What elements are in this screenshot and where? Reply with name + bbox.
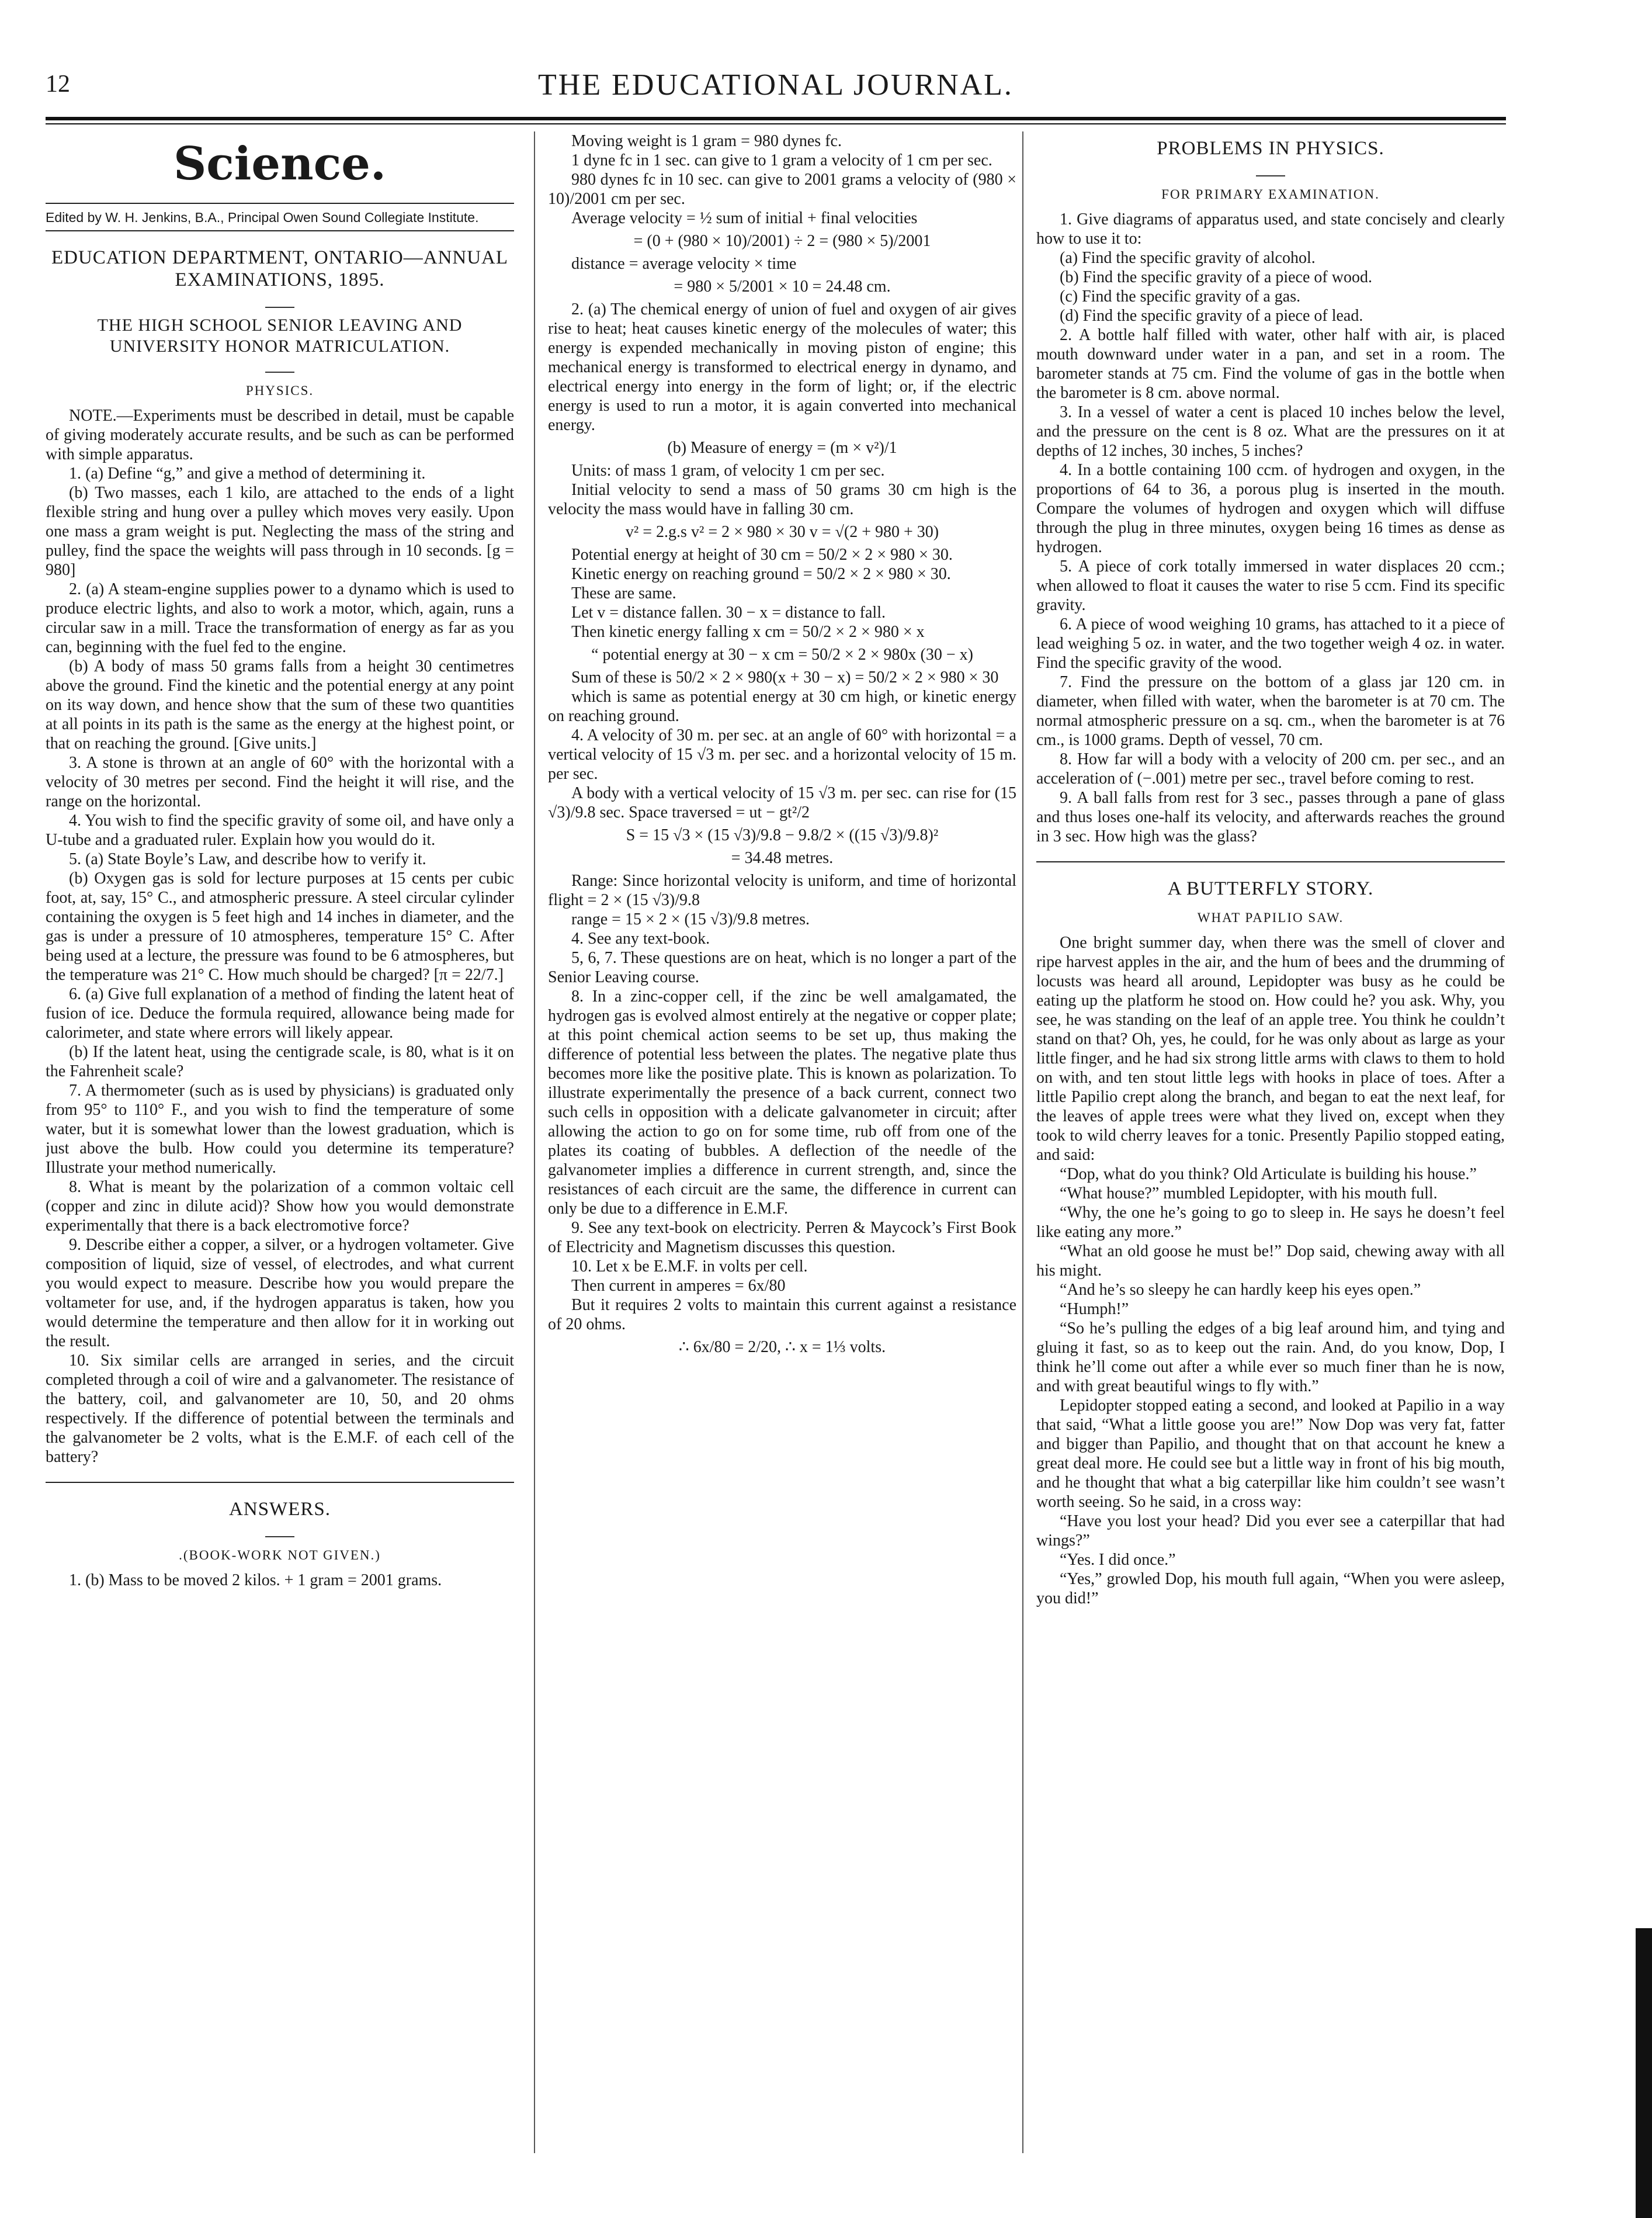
answer-line: Sum of these is 50/2 × 2 × 980(x + 30 − x) = 50/2 × 2 × 980 × 30 (571, 668, 999, 687)
story-paragraph: “So he’s pulling the edges of a big leaf around him, and tying and gluing it fast, so as to keep out the rain. And, do you know, Dop, I think he’ll come out after a while ever so much finer than he is now, and with great beautiful wings to fly with.” (1036, 1319, 1505, 1395)
header-rule-heavy (46, 117, 1506, 120)
story-paragraph: “Why, the one he’s going to go to sleep in. He says he doesn’t feel like eating any more.” (1036, 1204, 1505, 1241)
answer-line: Moving weight is 1 gram = 980 dynes fc. (571, 132, 842, 150)
question-paragraph: 8. What is meant by the polarization of a common voltaic cell (copper and zinc in dilute acid)? Show how you would demonstrate experimentally that there is a back electromotive force? (46, 1178, 514, 1235)
story-paragraph: “Yes,” growled Dop, his mouth full again, “When you were asleep, you did!” (1036, 1570, 1505, 1607)
problem-paragraph: (b) Find the specific gravity of a piece of wood. (1060, 268, 1372, 286)
subject-heading: PHYSICS. (245, 383, 314, 398)
story-paragraph: “Yes. I did once.” (1060, 1551, 1176, 1569)
binding-edge (1636, 1928, 1652, 2218)
question-paragraph: 9. Describe either a copper, a silver, or a hydrogen voltameter. Give composition of liquid, size of vessel, of electrodes, and what current you would expect to measure. Describe how you would prepare the voltameter for use, and, if the hydrogen apparatus is taken, how you would determine the temperature and then allow for it in working out the result. (46, 1236, 514, 1350)
question-paragraph: 1. (a) Define “g,” and give a method of determining it. (69, 465, 426, 483)
page-header (46, 64, 1506, 117)
answer-line: distance = average velocity × time (571, 255, 797, 273)
question-paragraph: 10. Six similar cells are arranged in series, and the circuit completed through a coil of wire and a galvanometer. The resistance of the battery, coil, and galvanometer are 10, 50, and 20 ohms respectively. If the difference of potential between the terminals and the galvanometer be 2 volts, what is the E.M.F. of each cell of the battery? (46, 1351, 514, 1466)
answer-line: v² = 2.g.s v² = 2 × 980 × 30 v = √(2 + 980 + 30) (625, 523, 939, 541)
school-heading: THE HIGH SCHOOL SENIOR LEAVING AND UNIVERSITY HONOR MATRICULATION. (97, 316, 463, 356)
problem-paragraph: 1. Give diagrams of apparatus used, and state concisely and clearly how to use it to: (1036, 210, 1505, 248)
answer-line: = 34.48 metres. (731, 849, 834, 867)
column-right (1036, 131, 1505, 2147)
divider (46, 1529, 514, 1537)
question-paragraph: 6. (a) Give full explanation of a method of finding the latent heat of fusion of ice. Deduce the formula required, allowance being made for calorimeter, and state where errors will likely appear. (46, 985, 514, 1042)
answer-line: Potential energy at height of 30 cm = 50/2 × 2 × 980 × 30. (571, 546, 953, 564)
question-paragraph: 5. (a) State Boyle’s Law, and describe how to verify it. (69, 850, 426, 868)
answer-line: 980 dynes fc in 10 sec. can give to 2001 grams a velocity of (980 × 10)/2001 cm per sec. (548, 171, 1016, 208)
answer-line: S = 15 √3 × (15 √3)/9.8 − 9.8/2 × ((15 √3)/9.8)² (626, 826, 939, 844)
answers-heading: ANSWERS. (229, 1499, 331, 1520)
answer-line: But it requires 2 volts to maintain this current against a resistance of 20 ohms. (548, 1296, 1016, 1333)
journal-title: THE EDUCATIONAL JOURNAL. (538, 68, 1014, 102)
question-paragraph: 3. A stone is thrown at an angle of 60° with the horizontal with a velocity of 30 metres per second. Find the height it will rise, and the range on the horizontal. (46, 754, 514, 810)
answer-line: range = 15 × 2 × (15 √3)/9.8 metres. (571, 910, 810, 928)
exam-questions (46, 406, 514, 1467)
answer-line: which is same as potential energy at 30 cm high, or kinetic energy on reaching ground. (548, 688, 1016, 725)
question-paragraph: (b) Two masses, each 1 kilo, are attached to the ends of a light flexible string and hung over a pulley which moves very easily. Upon one mass a gram weight is put. Neglecting the mass of the string and pulley, find the space the weights will pass through in 10 seconds. [g = 980] (46, 484, 514, 579)
problem-paragraph: 6. A piece of wood weighing 10 grams, has attached to it a piece of lead weighing 5 oz. in water, and the two together weigh 4 oz. in water. Find the specific gravity of the wood. (1036, 615, 1505, 672)
story-paragraph: “And he’s so sleepy he can hardly keep his eyes open.” (1060, 1281, 1421, 1299)
story-paragraph: Lepidopter stopped eating a second, and looked at Papilio in a way that said, “What a little goose you are!” Now Dop was very fat, fatter and bigger than Papilio, and thought that on that account he knew a great deal more. He could see but a little way in front of his big mouth, and he thought that what a big caterpillar like him couldn’t see wasn’t worth seeing. So he said, in a cross way: (1036, 1396, 1505, 1511)
story-paragraph: “Dop, what do you think? Old Articulate is building his house.” (1060, 1165, 1477, 1183)
column-left (46, 131, 514, 2147)
divider (1036, 168, 1505, 176)
answer-line: = (0 + (980 × 10)/2001) ÷ 2 = (980 × 5)/2001 (633, 232, 931, 250)
answer-line: Let v = distance fallen. 30 − x = distance to fall. (571, 604, 886, 622)
answer-line: Units: of mass 1 gram, of velocity 1 cm per sec. (571, 462, 885, 480)
column-middle (548, 131, 1016, 2147)
answer-line: 2. (a) The chemical energy of union of fuel and oxygen of air gives rise to heat; heat causes kinetic energy of the molecules of water; this energy is expended mechanically in moving piston of engine; this mechanical energy is transformed to electrical energy in dynamo, and electrical energy into energy in the form of light; or, if the electric energy is used to run a motor, it is again converted into mechanical energy. (548, 300, 1016, 434)
answer-line: ∴ 6x/80 = 2/20, ∴ x = 1⅓ volts. (678, 1338, 886, 1356)
answers-continued (548, 131, 1016, 1357)
answer-line: (b) Measure of energy = (m × v²)/1 (667, 439, 897, 457)
problem-paragraph: (c) Find the specific gravity of a gas. (1060, 287, 1301, 306)
answer-line: Initial velocity to send a mass of 50 grams 30 cm high is the velocity the mass would have in falling 30 cm. (548, 481, 1016, 518)
story-text (1036, 933, 1505, 1608)
story-paragraph: “What house?” mumbled Lepidopter, with his mouth full. (1060, 1184, 1438, 1202)
question-paragraph: 2. (a) A steam-engine supplies power to a dynamo which is used to produce electric lights, and also to work a motor, which, again, runs a circular saw in a mill. Trace the transformation of energy as far as you can, beginning with the fuel fed to the engine. (46, 580, 514, 656)
question-paragraph: 4. You wish to find the specific gravity of some oil, and have only a U-tube and a graduated ruler. Explain how you would do it. (46, 812, 514, 849)
answer-line: 4. See any text-book. (571, 930, 710, 948)
question-paragraph: 7. A thermometer (such as is used by physicians) is graduated only from 95° to 110° F., and you wish to find the temperature of some water, but it is somewhat lower than the lowest graduation, which is just above the bulb. How could you determine its temperature? Illustrate your method numerically. (46, 1082, 514, 1177)
answer-line: 4. A velocity of 30 m. per sec. at an angle of 60° with horizontal = a vertical velocity of 15 √3 m. per sec. and a horizontal velocity of 15 m. per sec. (548, 726, 1016, 783)
problem-paragraph: 9. A ball falls from rest for 3 sec., passes through a pane of glass and thus loses one-half its velocity, and afterwards reaches the ground in 3 sec. How high was the glass? (1036, 789, 1505, 845)
problem-paragraph: (d) Find the specific gravity of a piece of lead. (1060, 307, 1363, 325)
answer-line: 10. Let x be E.M.F. in volts per cell. (571, 1257, 808, 1276)
problem-paragraph: (a) Find the specific gravity of alcohol. (1060, 249, 1316, 267)
answer-line: 9. See any text-book on electricity. Perren & Maycock’s First Book of Electricity and Magnetism discusses this question. (548, 1219, 1016, 1256)
answer-paragraph: 1. (b) Mass to be moved 2 kilos. + 1 gram = 2001 grams. (69, 1571, 442, 1589)
divider (1036, 861, 1505, 862)
problems-list (1036, 210, 1505, 846)
answer-line: These are same. (571, 584, 676, 602)
problem-paragraph: 3. In a vessel of water a cent is placed 10 inches below the level, and the pressure on the cent is 8 oz. What are the pressures on it at depths of 12 inches, 30 inches, 5 inches? (1036, 403, 1505, 460)
divider (46, 364, 514, 373)
question-paragraph: (b) Oxygen gas is sold for lecture purposes at 15 cents per cubic foot, at, say, 15° C., and atmospheric pressure. A steel circular cylinder containing the oxygen is 5 feet high and 14 inches in diameter, and the gas is under a pressure of 10 atmospheres, temperature 15° C. After being used at a lecture, the pressure was found to be 6 atmospheres, but the temperature was 21° C. How much should be charged? [π = 22/7.] (46, 869, 514, 984)
problem-paragraph: 8. How far will a body with a velocity of 200 cm. per sec., and an acceleration of (−.001) metre per sec., travel before coming to rest. (1036, 750, 1505, 788)
section-title: Science. (173, 137, 387, 190)
answer-line: = 980 × 5/2001 × 10 = 24.48 cm. (674, 278, 891, 296)
problem-paragraph: 4. In a bottle containing 100 ccm. of hydrogen and oxygen, in the proportions of 64 to 36, a porous plug is inserted in the mouth. Compare the volumes of hydrogen and oxygen which will diffuse through the plug in three minutes, oxygen being 16 times as dense as hydrogen. (1036, 461, 1505, 556)
answer-line: 5, 6, 7. These questions are on heat, which is no longer a part of the Senior Leaving course. (548, 949, 1016, 986)
answer-line: Then kinetic energy falling x cm = 50/2 × 2 × 980 × x (571, 623, 925, 641)
problem-paragraph: 7. Find the pressure on the bottom of a glass jar 120 cm. in diameter, when filled with water, when the barometer is at 70 cm. The normal atmospheric pressure on a sq. cm., when the barometer is at 76 cm., is 1000 grams. Depth of vessel, 70 cm. (1036, 673, 1505, 749)
question-paragraph: NOTE.—Experiments must be described in detail, must be capable of giving moderately accurate results, and be such as can be performed with simple apparatus. (46, 407, 514, 463)
answer-line: “ potential energy at 30 − x cm = 50/2 × 2 × 980x (30 − x) (591, 646, 973, 664)
answer-line: Range: Since horizontal velocity is uniform, and time of horizontal flight = 2 × (15 √3)/9.8 (548, 872, 1016, 909)
story-paragraph: “What an old goose he must be!” Dop said, chewing away with all his might. (1036, 1242, 1505, 1280)
column-divider (1022, 131, 1023, 2153)
answer-line: 8. In a zinc-copper cell, if the zinc be well amalgamated, the hydrogen gas is evolved almost entirely at the negative or copper plate; at this point chemical action seems to be set up, thus making the difference of potential less between the plates. The negative plate thus becomes more like the positive plate. This is known as polarization. To illustrate experimentally the presence of a back current, connect two such cells in opposition with a delicate galvanometer in circuit; after allowing the action to go on for some time, rub off from one of the plates its coating of bubbles. A deflection of the needle of the galvanometer implies a difference in current strength, and, since the resistances of each circuit are the same, the difference in current can only be due to a difference in E.M.F. (548, 987, 1016, 1218)
editor-credit: Edited by W. H. Jenkins, B.A., Principal Owen Sound Collegiate Institute. (46, 203, 514, 231)
problems-heading: PROBLEMS IN PHYSICS. (1157, 138, 1384, 159)
answers-subheading: .(BOOK-WORK NOT GIVEN.) (179, 1548, 381, 1562)
answer-line: A body with a vertical velocity of 15 √3 m. per sec. can rise for (15 √3)/9.8 sec. Space traversed = ut − gt²/2 (548, 784, 1016, 822)
question-paragraph: (b) A body of mass 50 grams falls from a height 30 centimetres above the ground. Find the kinetic and the potential energy at any point on its way down, and hence show that the sum of these two quantities at all points in its path is the same as the energy at the highest point, or that on reaching the ground. [Give units.] (46, 657, 514, 753)
answer-line: Kinetic energy on reaching ground = 50/2 × 2 × 980 × 30. (571, 565, 951, 583)
story-paragraph: “Humph!” (1060, 1300, 1129, 1318)
problem-paragraph: 5. A piece of cork totally immersed in water displaces 20 ccm.; when allowed to float it causes the water to rise 5 ccm. Find its specific gravity. (1036, 557, 1505, 614)
column-divider (534, 131, 535, 2153)
problem-paragraph: 2. A bottle half filled with water, other half with air, is placed mouth downward under water in a pan, and set in a room. The barometer stands at 75 cm. Find the volume of gas in the bottle when the barometer is 8 cm. above normal. (1036, 326, 1505, 402)
header-rule-light (46, 123, 1506, 124)
answer-line: 1 dyne fc in 1 sec. can give to 1 gram a velocity of 1 cm per sec. (571, 151, 992, 169)
question-paragraph: (b) If the latent heat, using the centigrade scale, is 80, what is it on the Fahrenheit scale? (46, 1043, 514, 1080)
divider (46, 1482, 514, 1483)
exam-heading: EDUCATION DEPARTMENT, ONTARIO—ANNUAL EXAMINATIONS, 1895. (51, 247, 509, 290)
answer-line: Then current in amperes = 6x/80 (571, 1277, 786, 1295)
problems-subheading: FOR PRIMARY EXAMINATION. (1161, 187, 1380, 202)
page-number: 12 (46, 71, 70, 98)
story-heading: A BUTTERFLY STORY. (1167, 878, 1374, 899)
divider (46, 299, 514, 308)
story-subheading: WHAT PAPILIO SAW. (1197, 910, 1344, 925)
answer-line: Average velocity = ½ sum of initial + final velocities (571, 209, 918, 227)
story-paragraph: “Have you lost your head? Did you ever see a caterpillar that had wings?” (1036, 1512, 1505, 1550)
story-paragraph: One bright summer day, when there was the smell of clover and ripe harvest apples in the air, and the hum of bees and the drumming of locusts was heard all around, Lepidopter was busy as he could be eating up the platform he stood on. How could he? you ask. Why, you see, he was standing on the leaf of an apple tree. You think he couldn’t stand on that? Oh, yes, he could, for he was only about as large as your little finger, and he had six strong little arms with claws to them to hold on with, and ten stout little legs with hooks in place of toes. After a little Papilio crept along the branch, and began to eat the next leaf, for the leaves of apple trees were what they lived on, except when they took to wild cherry leaves for a tonic. Presently Papilio stopped eating, and said: (1036, 934, 1505, 1164)
